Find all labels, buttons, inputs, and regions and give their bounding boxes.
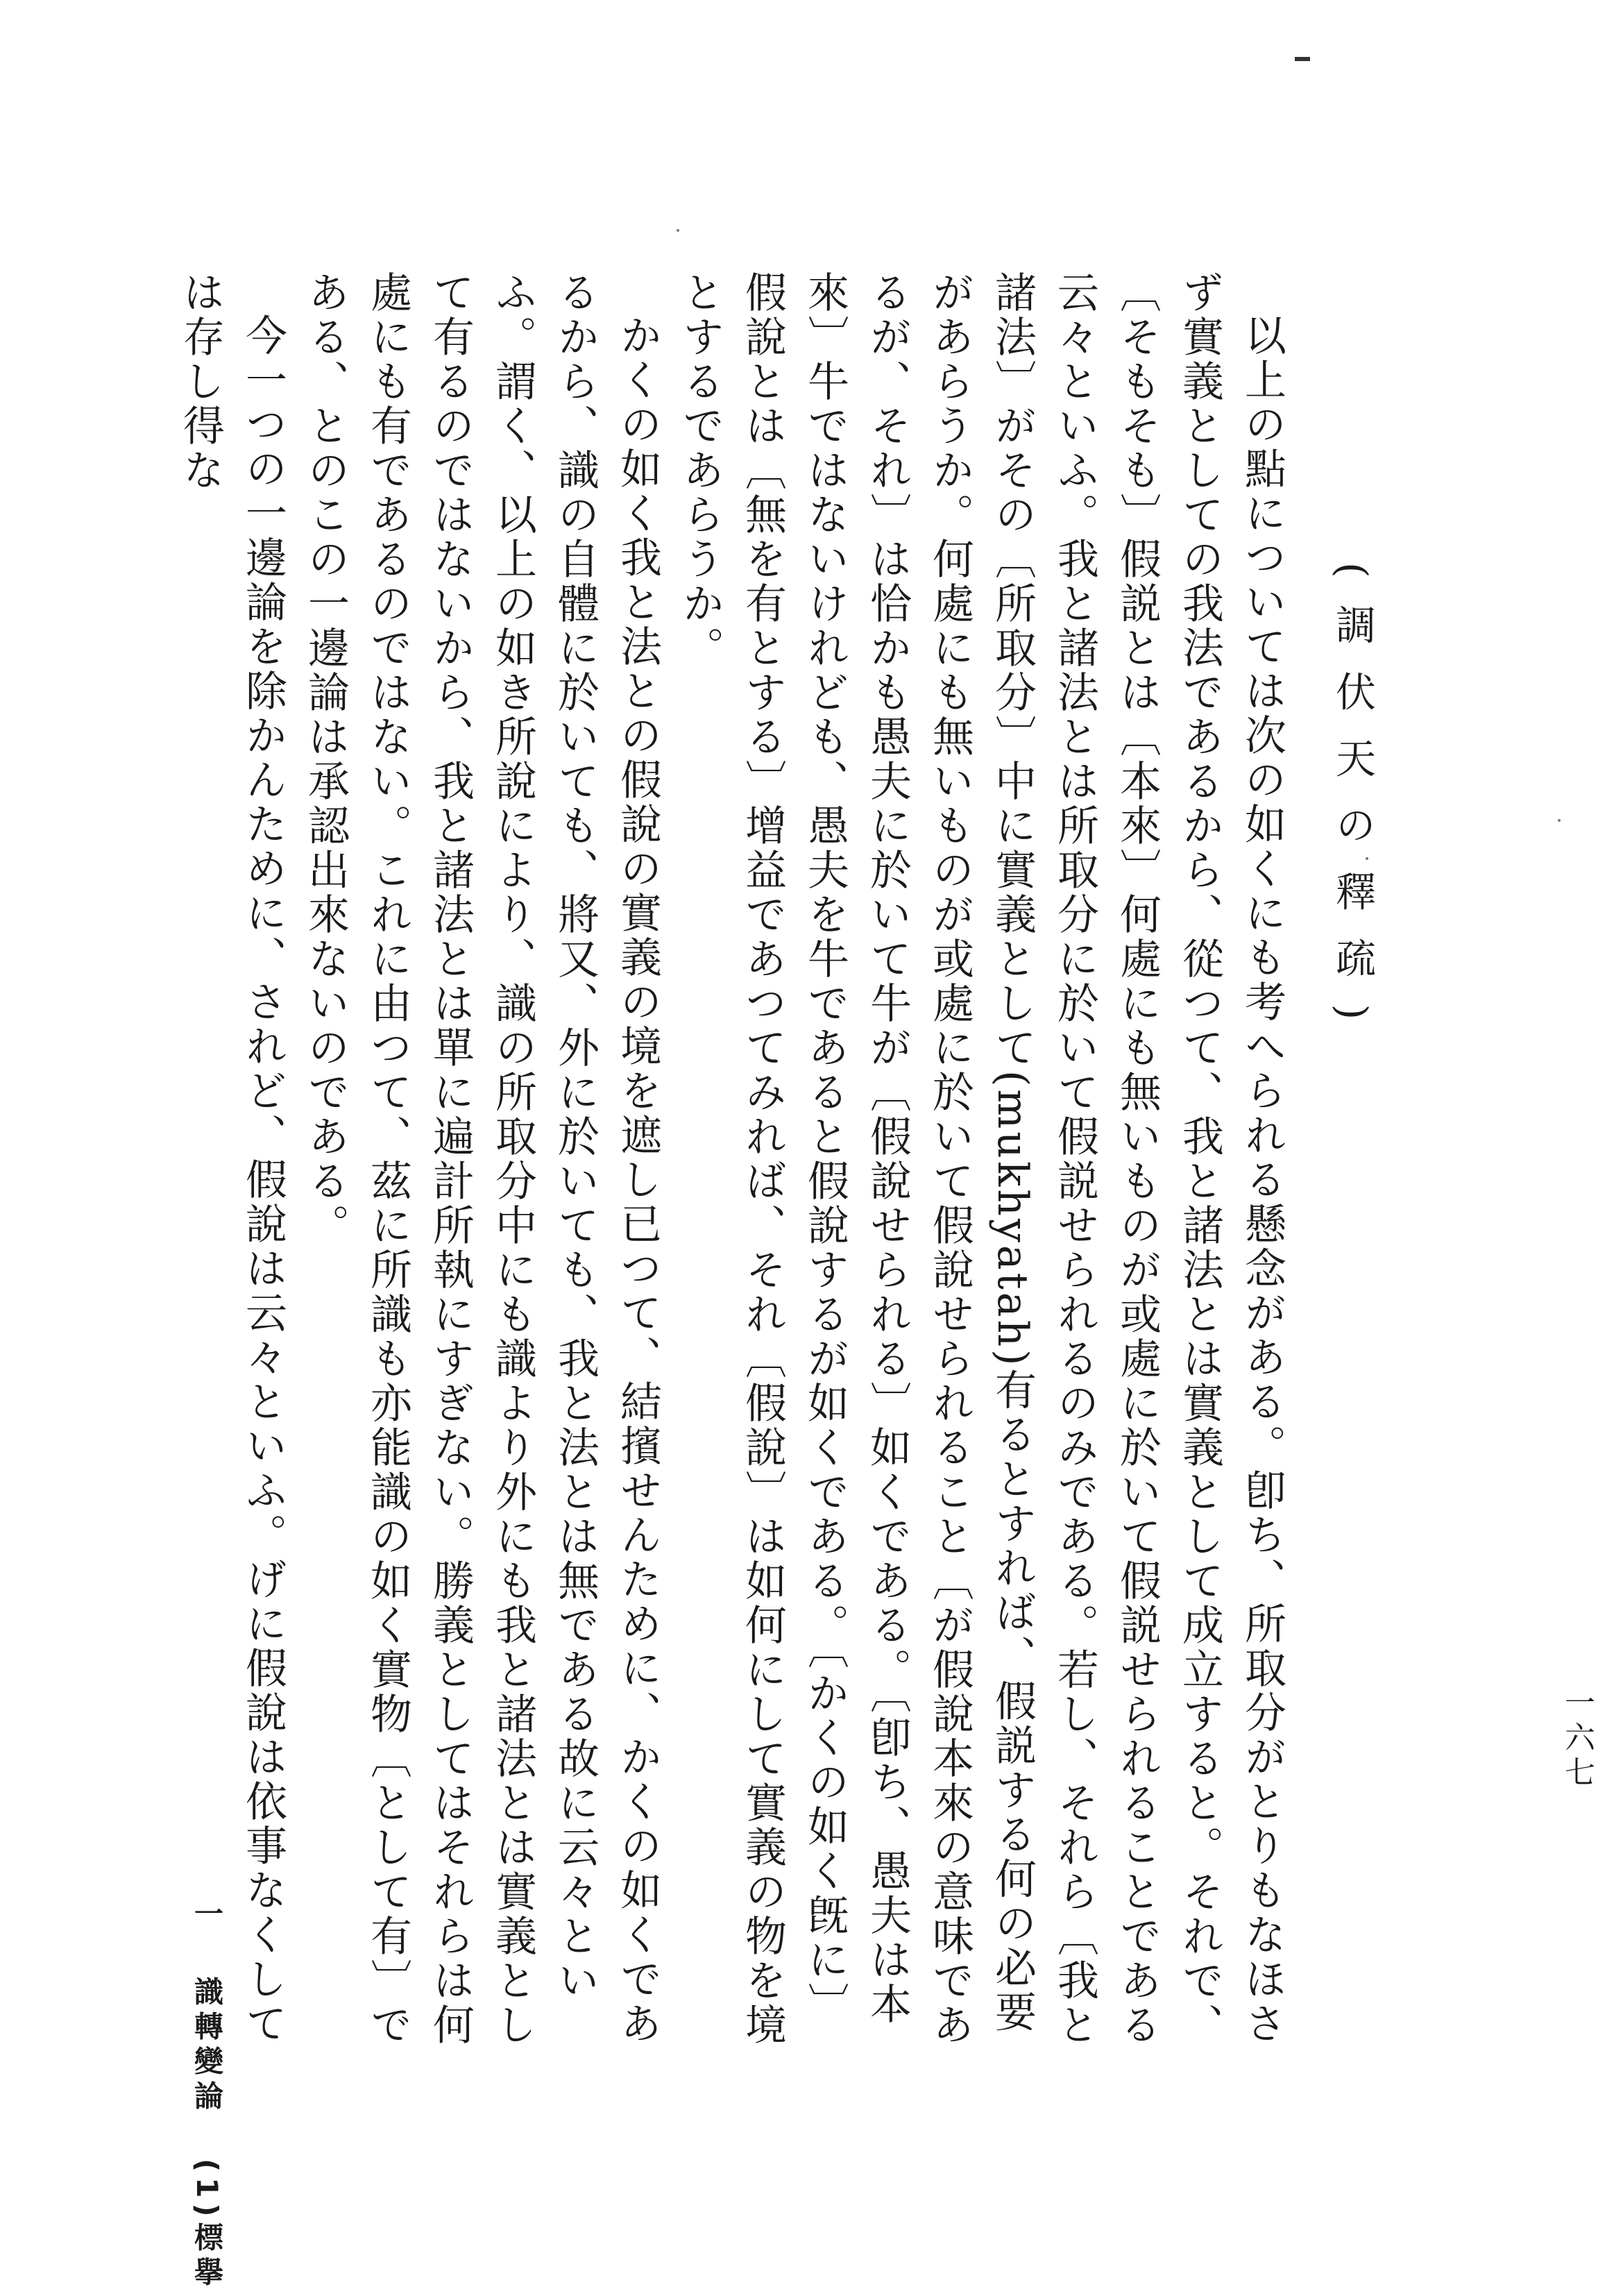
section-title: (調伏天の釋疏) bbox=[1329, 562, 1376, 1047]
paragraph: かくの如く我と法との假說の實義の境を遮し已つて、結擯せんために、かくの如くであるから、識の自體に於いても、將又、外に於いても、我と法とは無である故に云々といふ。謂く、以上の如き所說により、識の所取分中にも識より外にも我と諸法とは實義として有るのではないから、我と諸法とは單に遍計所執にすぎない。勝義としてはそれらは何處にも有であるのではない。これに由つて、茲に所識も亦能識の如く實物〔として有〕である、とのこの一邊論は承認出來ないのである。 bbox=[301, 271, 662, 2048]
running-head-title: 識轉變論 bbox=[190, 1976, 224, 2116]
paragraph: 今一つの一邊論を除かんために、されど、假說は云々といふ。げに假說は依事なくしては存し得な bbox=[176, 271, 287, 2046]
scan-artifact-dot bbox=[677, 229, 679, 232]
running-head bbox=[186, 1898, 228, 2292]
body-text bbox=[169, 271, 1384, 2048]
scan-artifact-mark bbox=[1295, 57, 1310, 61]
page-number: 一六七 bbox=[1559, 1687, 1595, 1791]
running-head-section: (1)標擧 bbox=[190, 2159, 224, 2292]
running-head-chapter: 一 bbox=[190, 1898, 224, 1933]
scan-artifact-dot bbox=[1558, 819, 1561, 822]
paragraph: 以上の點については次の如くにも考へられる懸念がある。卽ち、所取分がとりもなほさず實義としての我法であるから、從つて、我と諸法とは實義として成立すると。それで、〔そもそも〕假説とは〔本來〕何處にも無いものが或處に於いて假説せられることである云々といふ。我と諸法とは所取分に於いて假説せられるのみである。若し、それら〔我と諸法〕がその〔所取分〕中に實義として(mukhyatah)有るとすれば、假説する何の必要があらうか。何處にも無いものが或處に於いて假說せられること〔が假說本來の意味であるが、それ〕は恰かも愚夫に於いて牛が〔假說せられる〕如くである。〔卽ち、愚夫は本來〕牛ではないけれども、愚夫を牛であると假說するが如くである。〔かくの如く旣に〕假說とは〔無を有とする〕增益であつてみれば、それ〔假說〕は如何にして實義の物を境とするであらうか。 bbox=[676, 271, 1286, 2048]
